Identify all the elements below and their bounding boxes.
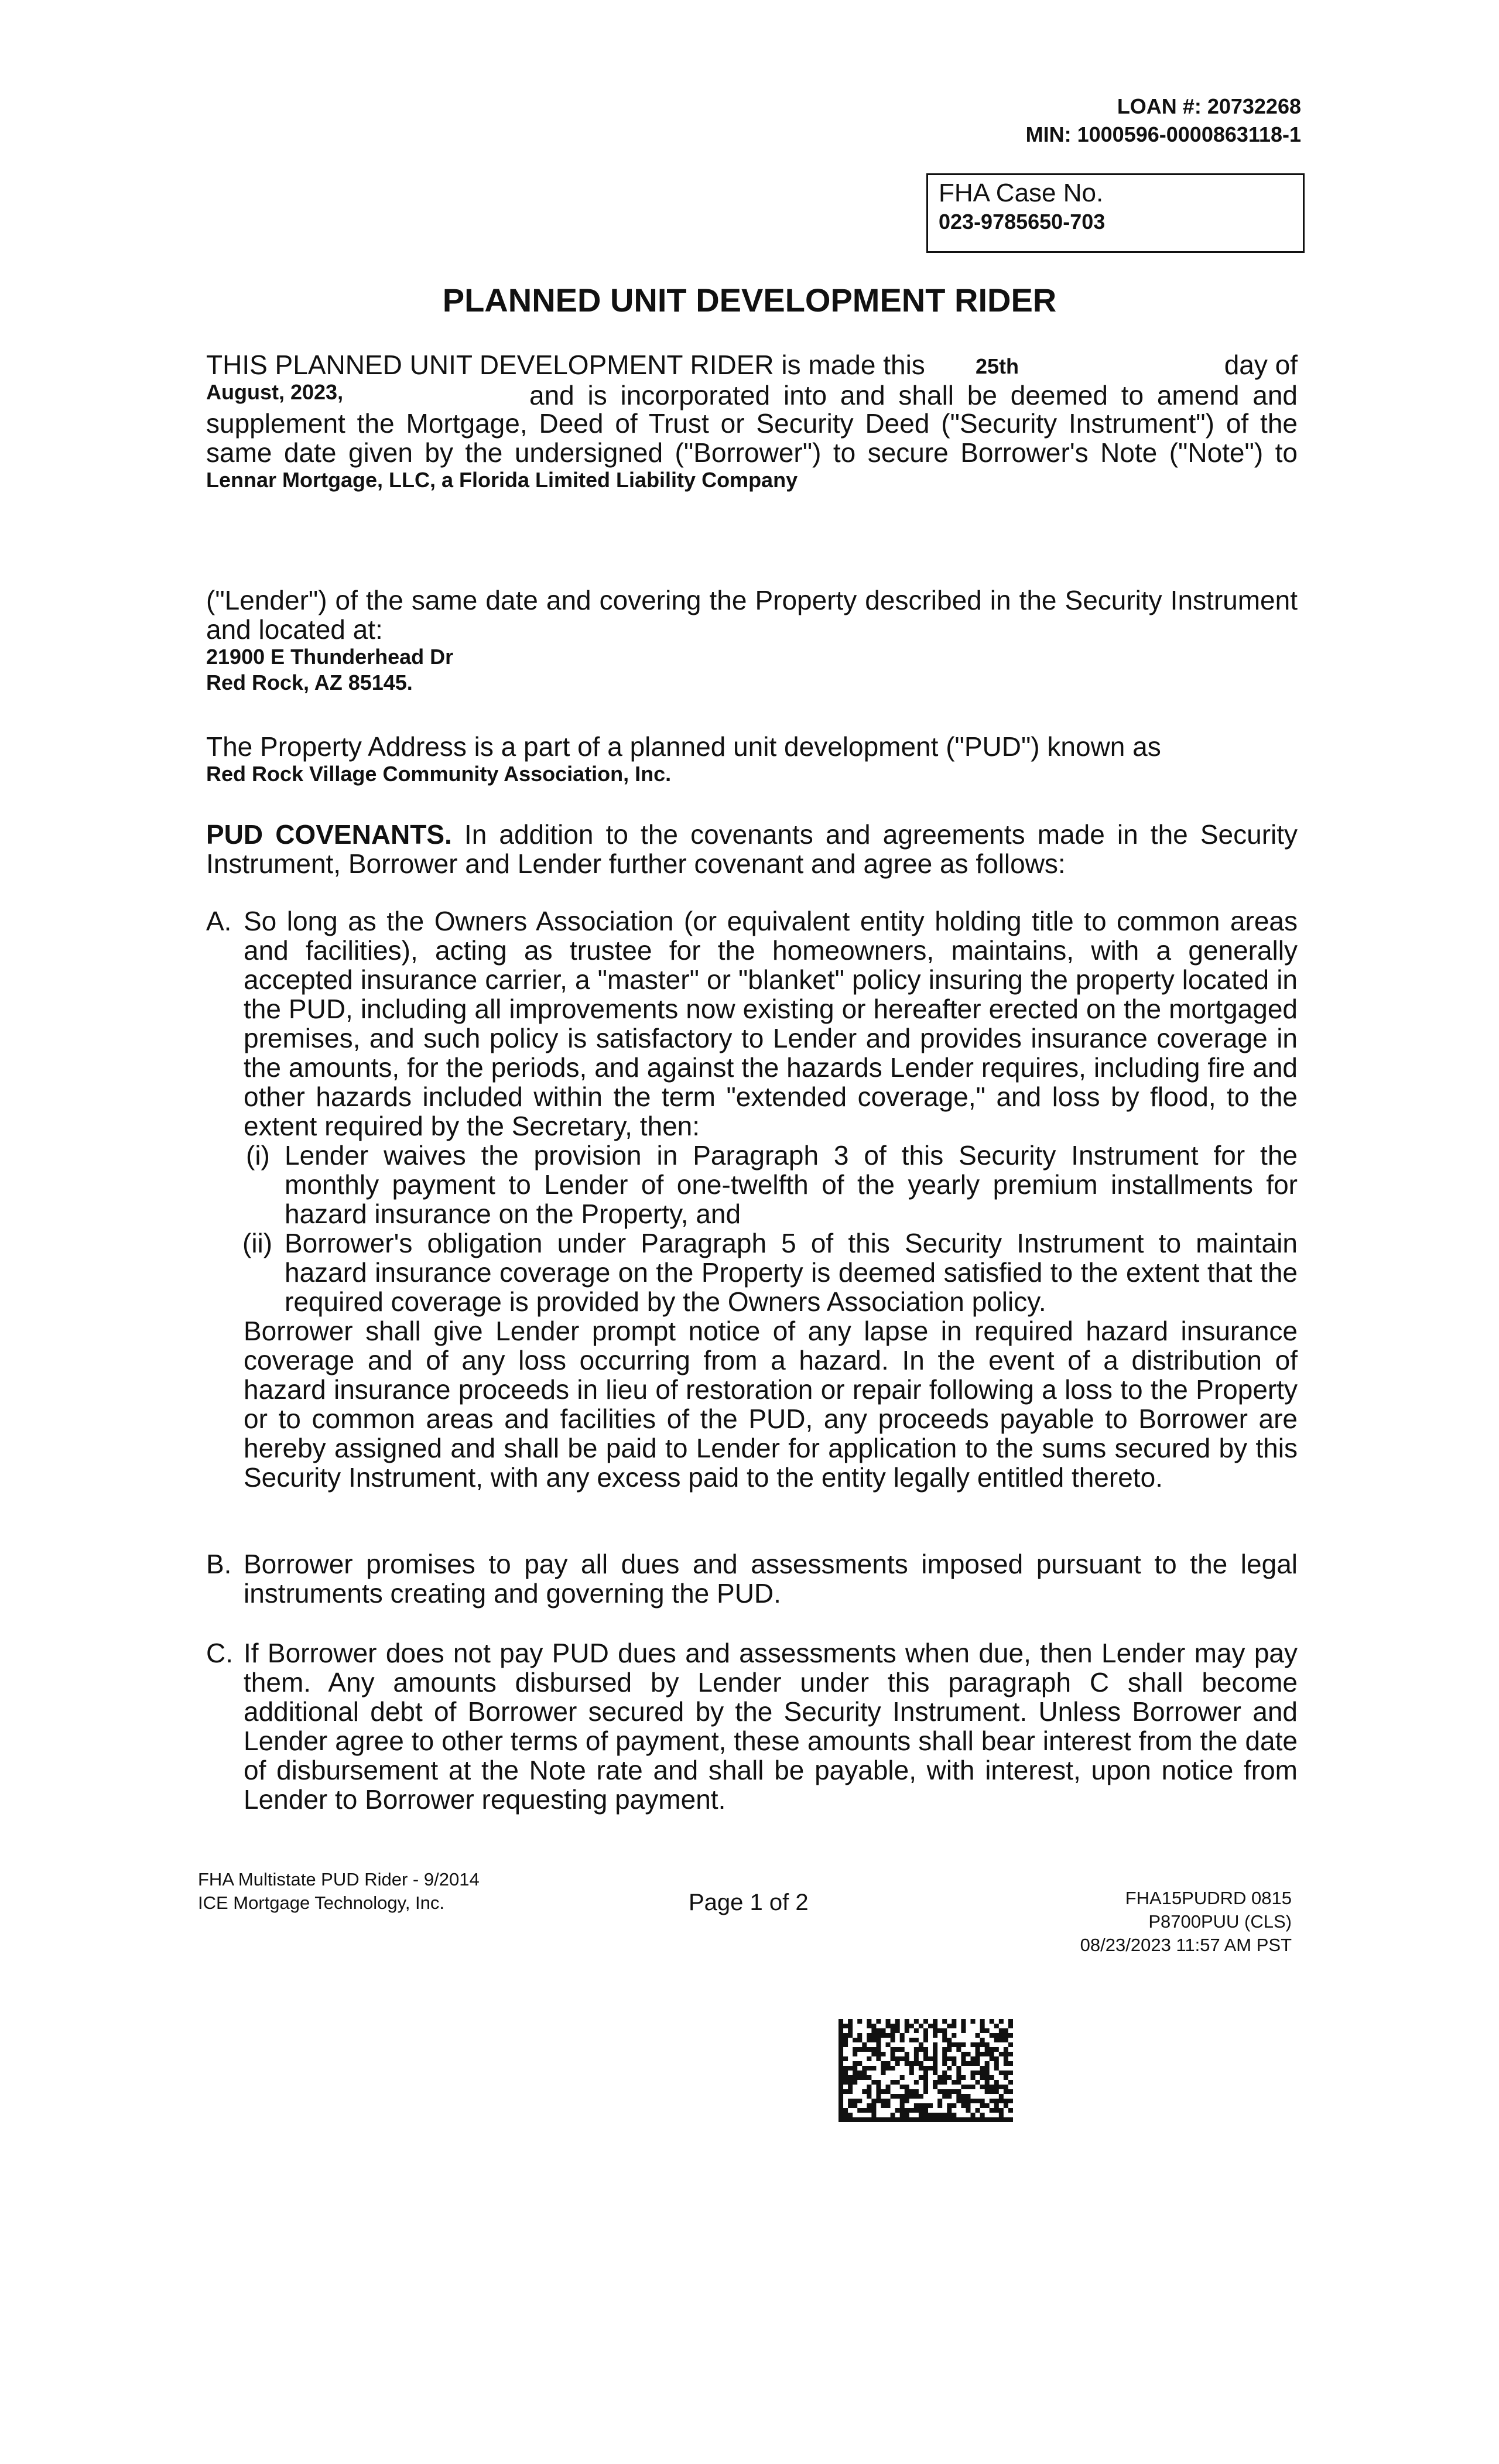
min-number: MIN: 1000596-0000863118-1 — [1025, 122, 1301, 146]
intro-date: August, 2023, — [206, 380, 344, 404]
item-c-text: If Borrower does not pay PUD dues and assessments when due, then Lender may pay them. Any amounts disbursed by Lender under this paragraph C shall become additional debt of Borrower secured by the Security Instrument. Unless Borrower and Lender agree to other terms of payment, these amounts shall bear interest from the date of disbursement at the Note rate and shall be payable, with interest, upon notice from Lender to Borrower requesting payment. — [244, 1638, 1298, 1815]
item-c-letter: C. — [206, 1638, 233, 1668]
covenants-heading: PUD COVENANTS. — [206, 819, 452, 850]
item-a-i-text: Lender waives the provision in Paragraph 3 of this Security Instrument for the monthly payment to Lender of one-twelfth of the yearly premium installments for hazard insurance on the Property, and — [285, 1140, 1298, 1229]
covenants-paragraph — [206, 820, 1298, 878]
item-b-letter: B. — [206, 1549, 232, 1579]
property-address-line-1: 21900 E Thunderhead Dr — [206, 645, 454, 669]
intro-day: 25th — [976, 354, 1019, 378]
intro-line-2-text: and is incorporated into and shall be deemed to amend and — [529, 380, 1298, 410]
intro-paragraph — [206, 350, 1298, 493]
intro-line-1 — [206, 350, 1298, 379]
covenants-body: In addition to the covenants and agreements made in the Security Instrument, Borrower and Lender further covenant and agree as follows: — [206, 819, 1298, 879]
pud-name: Red Rock Village Community Association, Inc. — [206, 762, 672, 786]
barcode-modules — [839, 2019, 1013, 2122]
footer-timestamp: 08/23/2023 11:57 AM PST — [1080, 1935, 1292, 1955]
loan-number: LOAN #: 20732268 — [1117, 94, 1301, 118]
intro-line-3: supplement the Mortgage, Deed of Trust or Security Deed ("Security Instrument") of the — [206, 408, 1298, 439]
intro-line-2 — [206, 379, 1298, 409]
fha-case-box — [926, 173, 1305, 253]
lender-text: ("Lender") of the same date and covering the Property described in the Security Instrument and located at: — [206, 585, 1298, 645]
document-title: PLANNED UNIT DEVELOPMENT RIDER — [442, 282, 1057, 319]
item-a-ii-number: (ii) — [242, 1228, 273, 1258]
pud-text: The Property Address is a part of a planned unit development ("PUD") known as — [206, 731, 1161, 762]
fha-case-number: 023-9785650-703 — [939, 210, 1106, 234]
covenants-text — [206, 820, 1298, 878]
fha-case-label: FHA Case No. — [939, 179, 1104, 207]
intro-line-4: same date given by the undersigned ("Borrower") to secure Borrower's Note ("Note") to — [206, 437, 1298, 468]
footer-left — [198, 1868, 480, 1915]
footer-right — [995, 1887, 1292, 1957]
lender-paragraph — [206, 586, 1298, 696]
item-a-ii-text: Borrower's obligation under Paragraph 5 of this Security Instrument to maintain hazard insurance coverage on the Property is deemed satisfied to the extent that the required coverage is provided by the Owners Association policy. — [285, 1228, 1298, 1317]
footer-page-number: Page 1 of 2 — [689, 1890, 809, 1915]
footer-vendor: ICE Mortgage Technology, Inc. — [198, 1893, 445, 1913]
item-a-i-number: (i) — [246, 1140, 270, 1171]
item-a-text: So long as the Owners Association (or equivalent entity holding title to common areas and facilities), acting as trustee for the homeowners, maintains, with a generally accepted insurance carrier, a "master" or "blanket" policy insuring the property located in the PUD, including all improvements now existing or hereafter erected on the mortgaged premises, and such policy is satisfactory to Lender and provides insurance coverage in the amounts, for the periods, and against the hazards Lender requires, including fire and other hazards included within the term "extended coverage," and loss by flood, to the extent required by the Secretary, then: — [244, 906, 1298, 1141]
datamatrix-barcode — [839, 2019, 1013, 2122]
footer-form-name: FHA Multistate PUD Rider - 9/2014 — [198, 1869, 480, 1890]
footer-print-code: P8700PUU (CLS) — [1148, 1911, 1292, 1932]
footer-form-code: FHA15PUDRD 0815 — [1125, 1888, 1292, 1908]
loan-header — [878, 93, 1301, 149]
property-address-line-2: Red Rock, AZ 85145. — [206, 670, 413, 694]
lender-name: Lennar Mortgage, LLC, a Florida Limited Liability Company — [206, 468, 798, 492]
pud-paragraph — [206, 732, 1298, 787]
intro-prefix: THIS PLANNED UNIT DEVELOPMENT RIDER is made this — [206, 350, 925, 380]
item-b-text: Borrower promises to pay all dues and assessments imposed pursuant to the legal instruments creating and governing the PUD. — [244, 1549, 1298, 1609]
intro-day-of: day of — [1224, 350, 1298, 380]
item-a-tail-text: Borrower shall give Lender prompt notice of any lapse in required hazard insurance coverage and of any loss occurring from a hazard. In the event of a distribution of hazard insurance proceeds in lieu of restoration or repair following a loss to the Property or to common areas and facilities of the PUD, any proceeds payable to Borrower are hereby assigned and shall be paid to Lender for application to the sums secured by this Security Instrument, with any excess paid to the entity legally entitled thereto. — [244, 1316, 1298, 1493]
item-a-letter: A. — [206, 906, 232, 936]
